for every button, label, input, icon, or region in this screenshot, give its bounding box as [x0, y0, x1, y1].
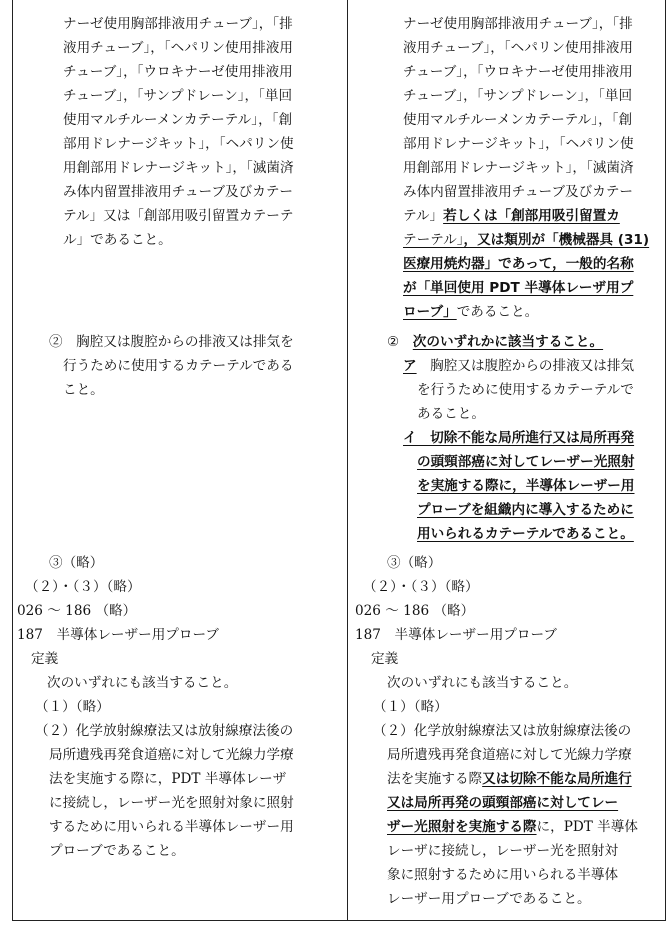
- sub-item-a: [403, 354, 634, 378]
- text-line: 局所遺残再発食道癌に対して光線力学療: [387, 747, 632, 763]
- item-2: ② 胸腔又は腹腔からの排液又は排気を: [49, 334, 294, 350]
- item-number: ②: [387, 334, 413, 350]
- text-line: するために用いられる半導体レーザー用: [49, 819, 294, 835]
- amended-text: 医療用焼灼器」であって，一般的名称: [403, 256, 634, 272]
- sub-item-i: イ 切除不能な局所進行又は局所再発: [403, 430, 635, 446]
- amended-text: プローブを組織内に導入するために: [417, 502, 634, 518]
- items-2-3: （２）・（３）（略）: [363, 579, 479, 595]
- plain-text: 法を実施する際: [387, 771, 483, 787]
- plain-text: であること。: [456, 304, 539, 320]
- text-line: に接続し，レーザー光を照射対象に照射: [49, 795, 294, 811]
- text-line: 用創部用ドレナージキット」，「滅菌済: [403, 160, 634, 176]
- text-line: チューブ」，「ウロキナーゼ使用排液用: [63, 64, 293, 80]
- text-line: み体内留置排液用チューブ及びカテー: [403, 184, 634, 200]
- text-line: レーザー用プローブであること。: [387, 891, 591, 907]
- text-line: 使用マルチルーメンカテーテル」，「創: [403, 112, 633, 128]
- text-line: ル」であること。: [63, 232, 172, 248]
- text-line: [403, 228, 649, 252]
- text-line: チューブ」，「サンプドレーン」，「単回: [403, 88, 633, 104]
- item-3: ③（略）: [387, 555, 442, 571]
- text-line: ナーゼ使用胸部排液用チューブ」，「排: [63, 16, 293, 32]
- text-line: 液用チューブ」，「ヘパリン使用排液用: [403, 40, 633, 56]
- text-line: 局所遺残再発食道癌に対して光線力学療: [49, 747, 294, 763]
- range-note: 026 ～ 186 （略）: [17, 603, 137, 619]
- range-note: 026 ～ 186 （略）: [355, 603, 475, 619]
- section-heading: 187 半導体レーザー用プローブ: [355, 627, 557, 643]
- item-2: [387, 330, 603, 354]
- plain-text: テル」: [403, 208, 444, 224]
- text-line: あること。: [417, 406, 485, 422]
- plain-text: 胸腔又は腹腔からの排液又は排気: [416, 358, 635, 374]
- items-2-3: （２）・（３）（略）: [25, 579, 141, 595]
- text-line: 象に照射するために用いられる半導体: [387, 867, 619, 883]
- amended-text: が「単回使用 PDT 半導体レーザ用プ: [403, 280, 634, 296]
- amended-text: 次のいずれかに該当すること。: [412, 334, 604, 350]
- plain-text: に，PDT 半導体: [536, 819, 638, 835]
- text-line: レーザに接続し，レーザー光を照射対: [387, 843, 619, 859]
- text-line: 行うために使用するカテーテルである: [63, 358, 294, 374]
- sub-item-marker: ア: [403, 358, 417, 374]
- amended-text: 用いられるカテーテルであること。: [417, 526, 634, 542]
- text-line: 液用チューブ」，「ヘパリン使用排液用: [63, 40, 293, 56]
- text-line: を行うために使用するカテーテルで: [417, 382, 634, 398]
- comparison-table: [12, 0, 666, 921]
- text-line: 使用マルチルーメンカテーテル」，「創: [63, 112, 293, 128]
- amended-text: ，又は類別が「機械器具 (31): [463, 232, 650, 248]
- text-line: み体内留置排液用チューブ及びカテー: [63, 184, 294, 200]
- definition-item-2: （２）化学放射線療法又は放射線療法後の: [373, 723, 632, 739]
- text-line: [403, 300, 538, 324]
- definition-item-1: （１）（略）: [35, 699, 110, 715]
- item-3: ③（略）: [49, 555, 104, 571]
- text-line: チューブ」，「サンプドレーン」，「単回: [63, 88, 293, 104]
- text-line: [387, 767, 632, 791]
- text-line: プローブであること。: [49, 843, 185, 859]
- amended-text: 又は局所再発の頭頸部癌に対してレー: [387, 795, 619, 811]
- text-line: 法を実施する際に，PDT 半導体レーザ: [49, 771, 287, 787]
- amended-text: 又は切除不能な局所進行: [482, 771, 632, 787]
- text-line: ナーゼ使用胸部排液用チューブ」，「排: [403, 16, 633, 32]
- text-line: 部用ドレナージキット」，「ヘパリン使: [63, 136, 294, 152]
- amended-text: の頭頸部癌に対してレーザー光照射: [417, 454, 635, 470]
- text-line: チューブ」，「ウロキナーゼ使用排液用: [403, 64, 633, 80]
- text-line: 部用ドレナージキット」，「ヘパリン使: [403, 136, 634, 152]
- definition-label: 定義: [371, 651, 399, 667]
- definition-label: 定義: [31, 651, 59, 667]
- definition-item-1: （１）（略）: [373, 699, 448, 715]
- section-heading: 187 半導体レーザー用プローブ: [17, 627, 219, 643]
- amended-text: ザー光照射を実施する際: [387, 819, 537, 835]
- text-line: テル」又は「創部用吸引留置カテーテ: [63, 208, 294, 224]
- text-line: こと。: [63, 382, 104, 398]
- plain-text: テーテル」: [403, 232, 464, 248]
- text-line: [387, 815, 638, 839]
- amended-text: 若しくは「創部用吸引留置カ: [443, 208, 620, 224]
- definition-item-2: （２）化学放射線療法又は放射線療法後の: [35, 723, 294, 739]
- amended-text: を実施する際に，半導体レーザー用: [417, 478, 635, 494]
- text-line: [403, 204, 620, 228]
- column-divider: [347, 0, 348, 920]
- text-line: 用創部用ドレナージキット」，「滅菌済: [63, 160, 294, 176]
- definition-text: 次のいずれにも該当すること。: [47, 675, 238, 691]
- amended-text: ローブ」: [403, 304, 457, 320]
- definition-text: 次のいずれにも該当すること。: [387, 675, 578, 691]
